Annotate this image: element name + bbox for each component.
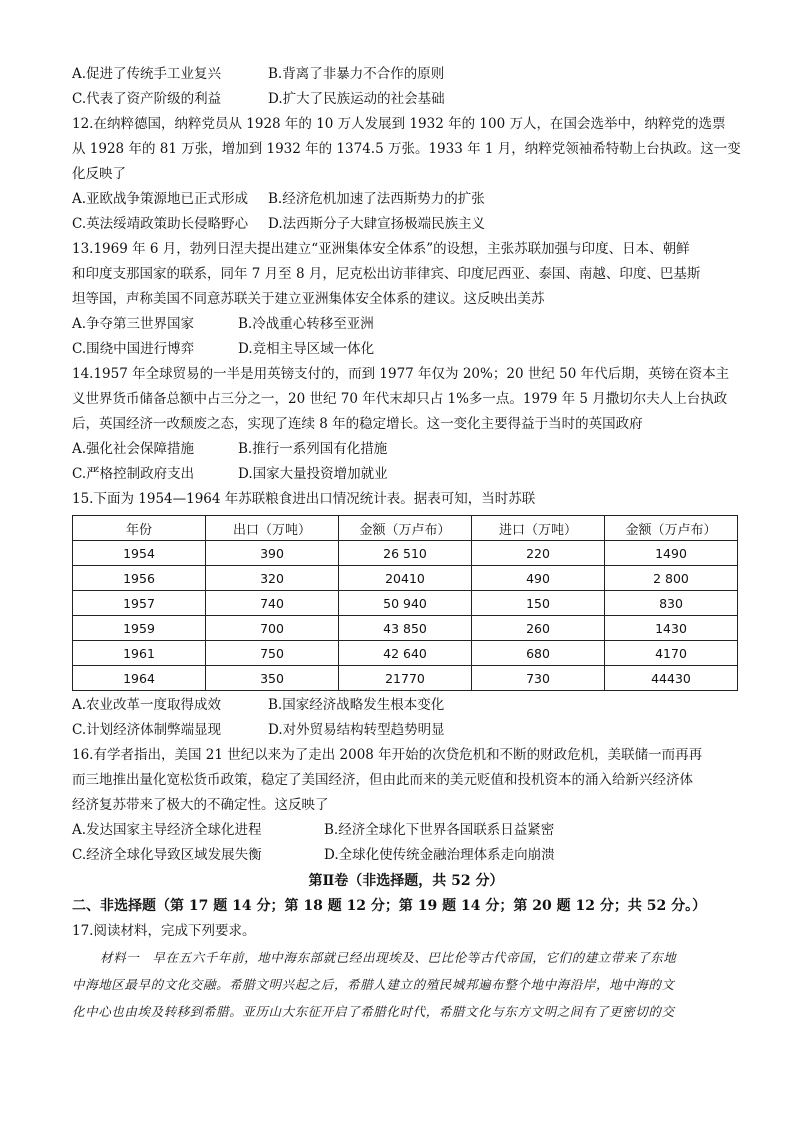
table-cell: 150: [472, 591, 605, 616]
q13-option-b: B.冷战重心转移至亚洲: [238, 316, 374, 332]
column-header: 金额（万卢布）: [605, 516, 738, 541]
table-cell: 42 640: [339, 641, 472, 666]
table-cell: 260: [472, 616, 605, 641]
q12-options-row2: [72, 212, 740, 237]
table-row: [73, 591, 738, 616]
table-cell: 680: [472, 641, 605, 666]
table-cell: 320: [206, 566, 339, 591]
table-cell: 730: [472, 666, 605, 691]
q13-stem-line: 13.1969 年 6 月，勃列日涅夫提出建立“亚洲集体安全体系”的设想，主张苏联加强与印度、日本、朝鲜: [72, 241, 690, 257]
q16-option-b: B.经济全球化下世界各国联系日益紧密: [324, 822, 555, 838]
q15-option-c: C.计划经济体制弊端显现: [72, 722, 222, 738]
q15-option-d: D.对外贸易结构转型趋势明显: [268, 722, 445, 738]
table-header-row: [73, 516, 738, 541]
q15-stem-line: 15.下面为 1954—1964 年苏联粮食进出口情况统计表。据表可知，当时苏联: [72, 491, 536, 507]
q14-option-d: D.国家大量投资增加就业: [238, 466, 388, 482]
column-header: 年份: [73, 516, 206, 541]
q16-option-a: A.发达国家主导经济全球化进程: [72, 822, 262, 838]
q12-option-d: D.法西斯分子大肆宣扬极端民族主义: [268, 216, 486, 232]
q16-option-c: C.经济全球化导致区域发展失衡: [72, 847, 262, 863]
q12-stem-line: 12.在纳粹德国，纳粹党员从 1928 年的 10 万人发展到 1932 年的 100 万人，在国会选举中，纳粹党的选票: [72, 116, 726, 132]
q11-options: [72, 62, 740, 87]
q14-options: [72, 437, 740, 462]
table-row: [73, 641, 738, 666]
table-row: [73, 541, 738, 566]
table-row: [73, 666, 738, 691]
q14-stem-line: 14.1957 年全球贸易的一半是用英镑支付的，而到 1977 年仅为 20%；20 世纪 50 年代后期，英镑在资本主: [72, 366, 730, 382]
question-12: [72, 112, 740, 237]
table-cell: 44430: [605, 666, 738, 691]
q11-option-b: B.背离了非暴力不合作的原则: [268, 66, 445, 82]
material-line: 化中心也由埃及转移到希腊。亚历山大东征开启了希腊化时代，希腊文化与东方文明之间有了更密切的交: [72, 1004, 675, 1019]
q14-options-row2: [72, 462, 740, 487]
q13-options-row2: [72, 337, 740, 362]
q11-option-d: D.扩大了民族运动的社会基础: [268, 91, 445, 107]
question-15: [72, 487, 740, 743]
q15-option-b: B.国家经济战略发生根本变化: [268, 697, 445, 713]
q11-option-c: C.代表了资产阶级的利益: [72, 91, 222, 107]
q17-material: [72, 944, 740, 1025]
table-cell: 1961: [73, 641, 206, 666]
table-row: [73, 616, 738, 641]
q12-option-a: A.亚欧战争策源地已正式形成: [72, 191, 249, 207]
table-cell: 1954: [73, 541, 206, 566]
q12-options: [72, 187, 740, 212]
q16-options-row2: [72, 843, 740, 868]
table-cell: 490: [472, 566, 605, 591]
q12-stem-line: 化反映了: [72, 166, 126, 182]
table-cell: 750: [206, 641, 339, 666]
q16-options: [72, 818, 740, 843]
table-cell: 20410: [339, 566, 472, 591]
column-header: 进口（万吨）: [472, 516, 605, 541]
table-cell: 21770: [339, 666, 472, 691]
part-2-heading: 二、非选择题（第 17 题 14 分；第 18 题 12 分；第 19 题 14 分；第 20 题 12 分；共 52 分。）: [72, 898, 707, 914]
q13-option-a: A.争夺第三世界国家: [72, 316, 195, 332]
table-cell: 1430: [605, 616, 738, 641]
q14-option-b: B.推行一系列国有化措施: [238, 441, 388, 457]
table-cell: 1964: [73, 666, 206, 691]
table-cell: 2 800: [605, 566, 738, 591]
q12-option-b: B.经济危机加速了法西斯势力的扩张: [268, 191, 485, 207]
q13-option-c: C.围绕中国进行博弈: [72, 341, 195, 357]
q14-option-c: C.严格控制政府支出: [72, 466, 195, 482]
q13-stem-line: 和印度支那国家的联系，同年 7 月至 8 月，尼克松出访菲律宾、印度尼西亚、泰国、南越、印度、巴基斯: [72, 266, 701, 282]
q11-option-a: A.促进了传统手工业复兴: [72, 66, 222, 82]
table-cell: 4170: [605, 641, 738, 666]
table-cell: 43 850: [339, 616, 472, 641]
q11-options-row2: [72, 87, 740, 112]
q15-options: [72, 693, 740, 718]
q16-stem-line: 经济复苏带来了极大的不确定性。这反映了: [72, 797, 329, 813]
table-cell: 700: [206, 616, 339, 641]
q15-option-a: A.农业改革一度取得成效: [72, 697, 222, 713]
table-cell: 1490: [605, 541, 738, 566]
question-14: [72, 362, 740, 487]
section-2-title: 第Ⅱ卷（非选择题，共 52 分）: [308, 873, 504, 889]
q15-options-row2: [72, 718, 740, 743]
question-13: [72, 237, 740, 362]
table-cell: 50 940: [339, 591, 472, 616]
table-cell: 1957: [73, 591, 206, 616]
table-cell: 740: [206, 591, 339, 616]
material-line: 材料一 早在五六千年前，地中海东部就已经出现埃及、巴比伦等古代帝国，它们的建立带来了东地: [100, 950, 677, 965]
q13-option-d: D.竞相主导区域一体化: [238, 341, 375, 357]
q16-option-d: D.全球化使传统金融治理体系走向崩溃: [324, 847, 555, 863]
question-16: [72, 743, 740, 868]
q16-stem-line: 而三地推出量化宽松货币政策，稳定了美国经济，但由此而来的美元贬值和投机资本的涌入给新兴经济体: [72, 772, 693, 788]
q16-stem-line: 16.有学者指出，美国 21 世纪以来为了走出 2008 年开始的次贷危机和不断的财政危机，美联储一而再再: [72, 747, 703, 763]
q14-option-a: A.强化社会保障措施: [72, 441, 195, 457]
table-cell: 1956: [73, 566, 206, 591]
table-cell: 26 510: [339, 541, 472, 566]
q13-options: [72, 312, 740, 337]
q14-stem-line: 后，英国经济一改颓废之态，实现了连续 8 年的稳定增长。这一变化主要得益于当时的英国政府: [72, 416, 643, 432]
q12-option-c: C.英法绥靖政策助长侵略野心: [72, 216, 249, 232]
table-cell: 830: [605, 591, 738, 616]
exam-page: [72, 62, 740, 1025]
table-cell: 220: [472, 541, 605, 566]
table-row: [73, 566, 738, 591]
table-cell: 1959: [73, 616, 206, 641]
table-cell: 390: [206, 541, 339, 566]
q12-stem-line: 从 1928 年的 81 万张，增加到 1932 年的 1374.5 万张。1933 年 1 月，纳粹党领袖希特勒上台执政。这一变: [72, 141, 741, 157]
grain-trade-table: [72, 515, 738, 691]
material-line: 中海地区最早的文化交融。希腊文明兴起之后，希腊人建立的殖民城邦遍布整个地中海沿岸，地中海的文: [72, 977, 675, 992]
q13-stem-line: 坦等国，声称美国不同意苏联关于建立亚洲集体安全体系的建议。这反映出美苏: [72, 291, 545, 307]
q14-stem-line: 义世界货币储备总额中占三分之一，20 世纪 70 年代末却只占 1%多一点。1979 年 5 月撒切尔夫人上台执政: [72, 391, 728, 407]
question-17: [72, 919, 740, 1025]
q17-prompt: 17.阅读材料，完成下列要求。: [72, 923, 256, 939]
column-header: 金额（万卢布）: [339, 516, 472, 541]
column-header: 出口（万吨）: [206, 516, 339, 541]
table-cell: 350: [206, 666, 339, 691]
